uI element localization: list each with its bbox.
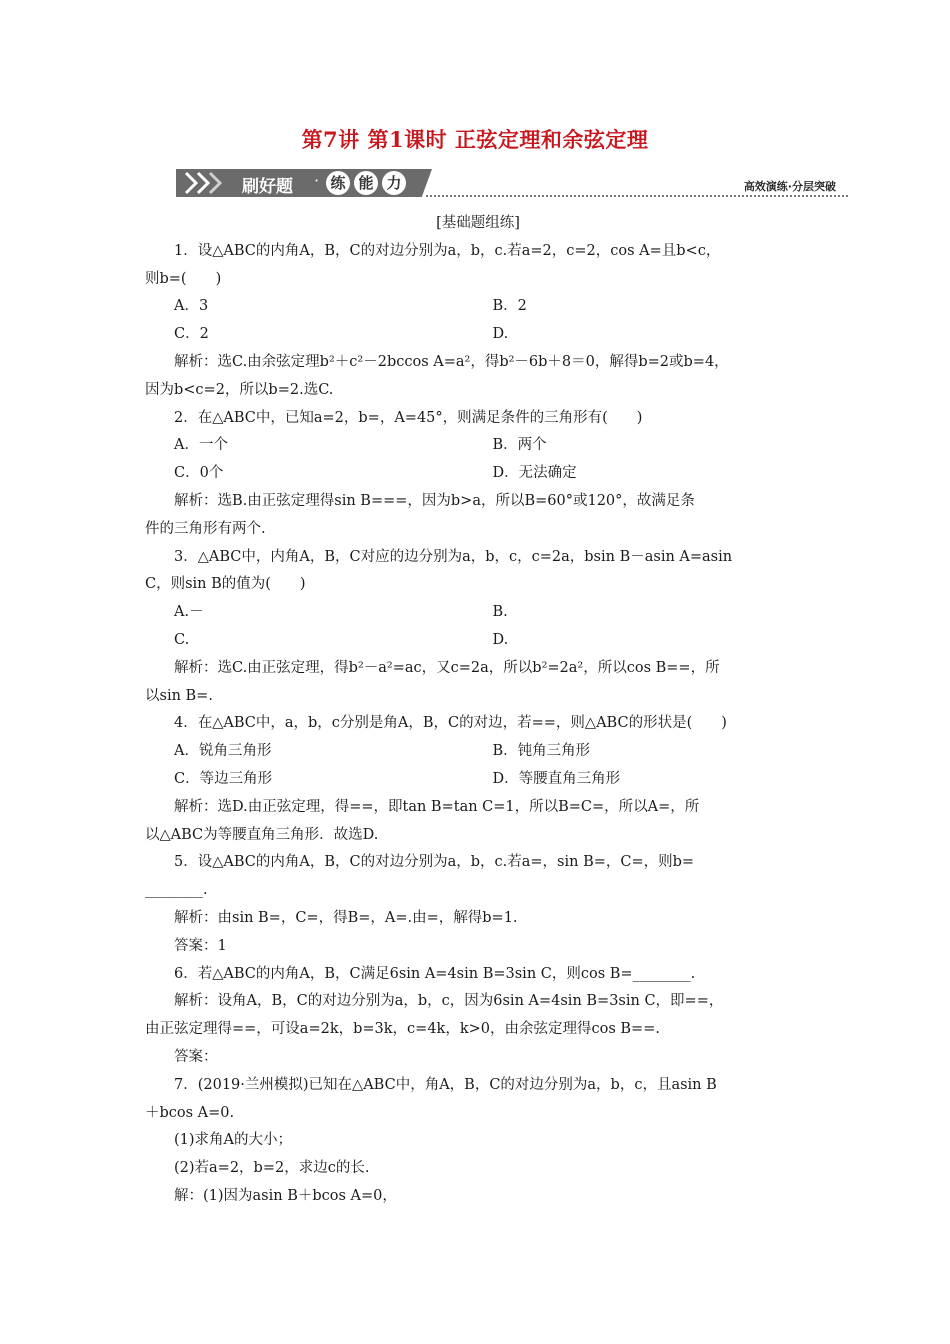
option-item: B．两个 (492, 437, 547, 454)
option-item: C. (174, 631, 190, 648)
option-row (145, 627, 811, 655)
banner-char-1: 练 (326, 171, 350, 195)
text-line: (1)求角A的大小； (174, 1132, 293, 1149)
option-item: D. (492, 631, 509, 648)
option-item: C．0个 (174, 465, 224, 482)
option-row (145, 432, 811, 460)
text-line: 因为b<c=2，所以b=2.选C. (145, 381, 334, 398)
banner-char-2: 能 (354, 171, 378, 195)
option-item: A．锐角三角形 (174, 743, 272, 760)
section-heading: [基础题组练] (436, 215, 520, 231)
banner-char-3: 力 (382, 171, 406, 195)
text-line: 解析：选D.由正弦定理，得==，即tan B=tan C=1，所以B=C=，所以A=，所 (174, 798, 700, 815)
option-row (145, 766, 811, 794)
option-item: A．3 (174, 298, 209, 315)
banner-dot: · (314, 171, 320, 190)
option-item: B. (492, 604, 508, 621)
text-line: 1．设△ABC的内角A，B，C的对边分别为a，b，c.若a=2，c=2，cos A=且b<c， (174, 242, 721, 259)
text-line: 以sin B=. (145, 687, 213, 704)
banner-subtitle: 高效演练·分层突破 (743, 180, 836, 193)
text-line: 4．在△ABC中，a，b，c分别是角A，B，C的对边，若==，则△ABC的形状是( ) (174, 715, 727, 732)
text-line: C，则sin B的值为( ) (145, 576, 306, 593)
option-item: C．2 (174, 326, 209, 343)
text-line: 2．在△ABC中，已知a=2，b=，A=45°，则满足条件的三角形有( ) (174, 409, 643, 426)
text-line: 解析：设角A，B，C的对边分别为a，b，c，因为6sin A=4sin B=3sin C，即==， (174, 993, 724, 1010)
text-line: 答案： (174, 1048, 218, 1065)
option-row (145, 460, 811, 488)
text-line: 以△ABC为等腰直角三角形．故选D. (145, 826, 379, 843)
text-line: 解：(1)因为asin B＋bcos A=0， (174, 1187, 397, 1204)
option-item: B．钝角三角形 (492, 743, 591, 760)
text-line: 解析：由sin B=，C=，得B=，A=.由=，解得b=1. (174, 909, 518, 926)
option-item: B．2 (492, 298, 527, 315)
option-row (145, 293, 811, 321)
text-line: 则b=( ) (145, 270, 222, 287)
text-line: (2)若a=2，b=2，求边c的长. (174, 1160, 370, 1177)
page-title: 第7讲 第1课时 正弦定理和余弦定理 (301, 127, 649, 152)
option-row (145, 599, 811, 627)
text-line: ＋bcos A=0. (145, 1104, 235, 1121)
text-line: 3．△ABC中，内角A，B，C对应的边分别为a，b，c，c=2a，bsin B－asin A=asin (174, 548, 733, 565)
text-line: 6．若△ABC的内角A，B，C满足6sin A=4sin B=3sin C，则cos B=________. (174, 965, 696, 982)
option-item: D. (492, 326, 509, 343)
option-item: D．等腰直角三角形 (492, 770, 621, 787)
option-item: D．无法确定 (492, 465, 577, 482)
text-line: 件的三角形有两个. (145, 520, 266, 537)
option-item: C．等边三角形 (174, 770, 273, 787)
text-line: 解析：选B.由正弦定理得sin B===，因为b>a，所以B=60°或120°，故满足条 (174, 492, 695, 509)
text-line: 由正弦定理得==，可设a=2k，b=3k，c=4k，k>0，由余弦定理得cos B==. (145, 1021, 660, 1038)
section-banner (176, 169, 848, 197)
chevron-arrows-icon (182, 171, 234, 195)
text-line: ________. (145, 882, 208, 899)
option-item: A．一个 (174, 437, 228, 454)
text-line: 7．(2019·兰州模拟)已知在△ABC中，角A，B，C的对边分别为a，b，c，且asin B (174, 1076, 717, 1093)
text-line: 解析：选C.由正弦定理，得b²－a²=ac，又c=2a，所以b²=2a²，所以cos B==，所 (174, 659, 720, 676)
option-row (145, 738, 811, 766)
banner-dotted-line (426, 195, 848, 197)
text-line: 答案：1 (174, 937, 227, 954)
text-line: 解析：选C.由余弦定理b²＋c²－2bccos A=a²，得b²－6b＋8＝0，解得b=2或b=4， (174, 353, 729, 370)
banner-label: 刷好题 (242, 177, 293, 197)
option-row (145, 321, 811, 349)
option-item: A.－ (174, 604, 204, 621)
document-body (145, 210, 811, 1211)
text-line: 5．设△ABC的内角A，B，C的对边分别为a，b，c.若a=，sin B=，C=，则b= (174, 854, 695, 871)
